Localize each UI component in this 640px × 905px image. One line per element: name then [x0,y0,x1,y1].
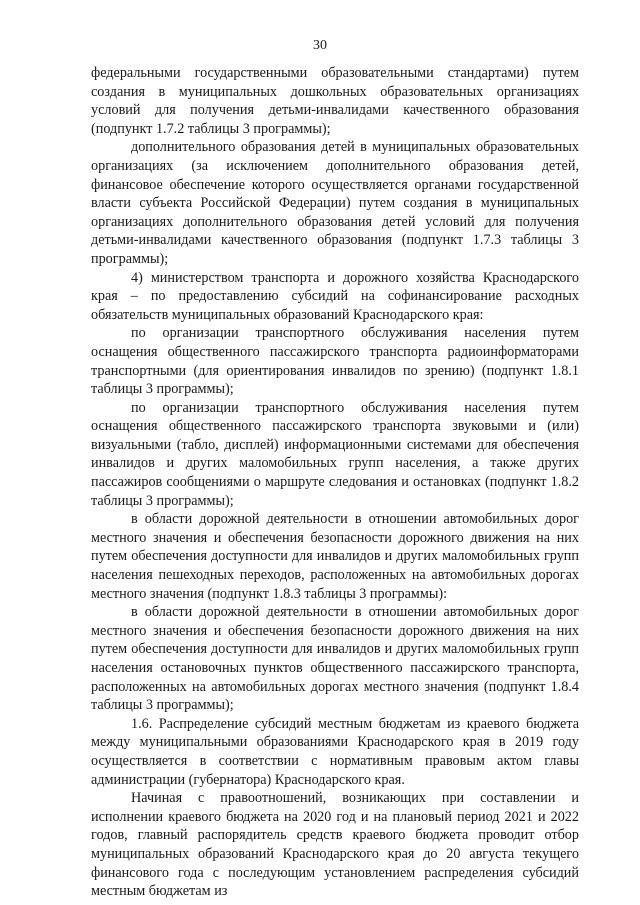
paragraph-3: 4) министерством транспорта и дорожного хозяйства Краснодарского края – по предоставлению субсидий на софинансирование расходных обязательств муниципальных образований Краснодарского края: [91,269,579,323]
paragraph-7: в области дорожной деятельности в отношении автомобильных дорог местного значения и обеспечения безопасности дорожного движения на них путем обеспечения доступности для инвалидов и других маломобильных групп населения остановочных пунктов общественного пассажирского транспорта, расположенных на автомобильных дорогах местного значения (подпункт 1.8.4 таблицы 3 программы); [91,604,579,714]
page-number: 30 [313,38,327,53]
paragraph-8: 1.6. Распределение субсидий местным бюджетам из краевого бюджета между муниципальными образованиями Краснодарского края в 2019 году осуществляется в соответствии с нормативным правовым актом главы администрации (губернатора) Краснодарского края. [91,715,579,788]
paragraph-1: федеральными государственными образовательными стандартами) путем создания в муниципальных дошкольных образовательных организациях условий для получения детьми-инвалидами качественного образования (подпункт 1.7.2 таблицы 3 программы); [91,65,579,137]
paragraph-5: по организации транспортного обслуживания населения путем оснащения общественного пассажирского транспорта звуковыми и (или) визуальными (табло, дисплей) информационными системами для обеспечения инвалидов и других маломобильных групп населения, а также других пассажиров сообщениями о маршруте следования и остановках (подпункт 1.8.2 таблицы 3 программы); [91,399,579,509]
document-body [91,64,579,901]
paragraph-2: дополнительного образования детей в муниципальных образовательных организациях (за исключением дополнительного образования детей, финансовое обеспечение которого осуществляется органами государственной власти субъекта Российской Федерации) путем создания в муниципальных организациях дополнительного образования детей условий для получения детьми-инвалидами качественного образования (подпункт 1.7.3 таблицы 3 программы); [91,139,579,267]
paragraph-4: по организации транспортного обслуживания населения путем оснащения общественного пассажирского транспорта радиоинформаторами транспортными (для ориентирования инвалидов по зрению) (подпункт 1.8.1 таблицы 3 программы); [91,325,579,398]
paragraph-9: Начиная с правоотношений, возникающих при составлении и исполнении краевого бюджета на 2020 год и на плановый период 2021 и 2022 годов, главный распорядитель средств краевого бюджета проводит отбор муниципальных образований Краснодарского края до 20 августа текущего финансового года с последующим установлением распределения субсидий местным бюджетам из [91,790,579,900]
paragraph-6: в области дорожной деятельности в отношении автомобильных дорог местного значения и обеспечения безопасности дорожного движения на них путем обеспечения доступности для инвалидов и других маломобильных групп населения пешеходных переходов, расположенных на автомобильных дорогах местного значения (подпункт 1.8.3 таблицы 3 программы): [91,511,579,602]
